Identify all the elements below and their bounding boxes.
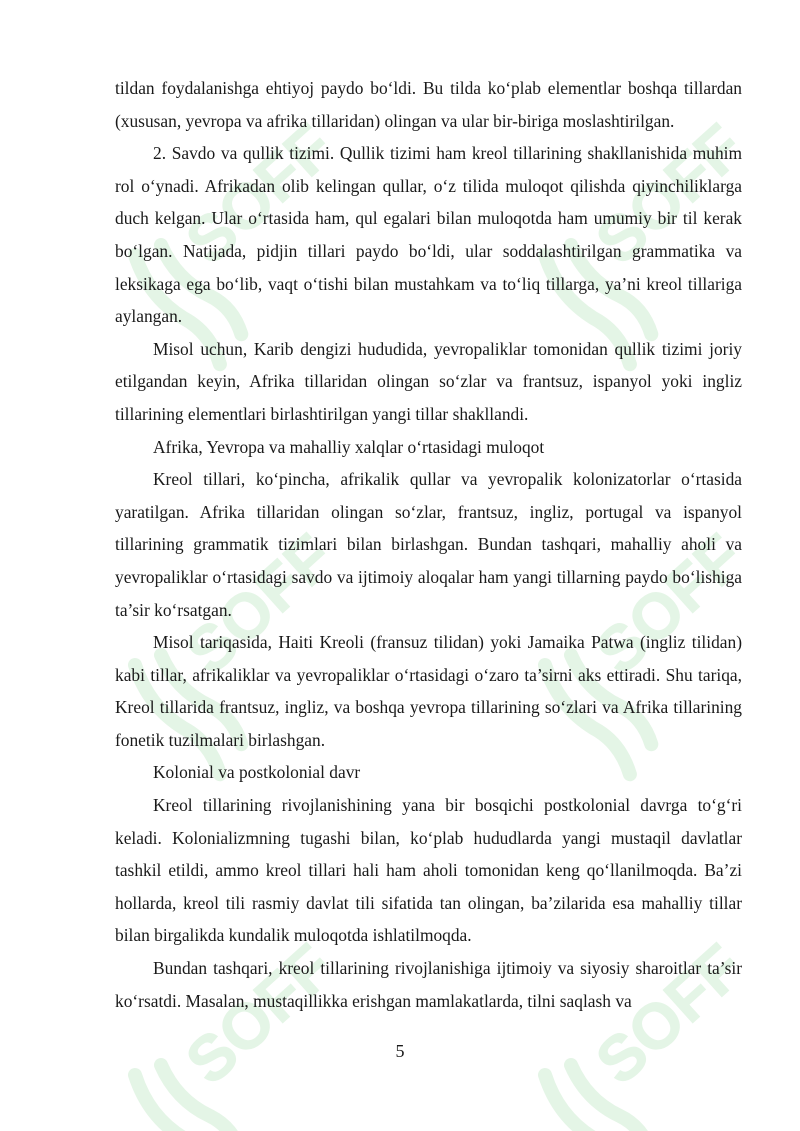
- paragraph-3: Misol uchun, Karib dengizi hududida, yevropaliklar tomonidan qullik tizimi joriy etilgandan keyin, Afrika tillaridan olingan so‘zlar va frantsuz, ispanyol yoki ingliz tillarining elementlari birlashtirilgan yangi tillar shakllandi.: [115, 338, 742, 424]
- paragraph-7: Bundan tashqari, kreol tillarining rivojlanishiga ijtimoiy va siyosiy sharoitlar ta’sir ko‘rsatdi. Masalan, mustaqillikka erishgan mamlakatlarda, tilni saqlash va: [115, 958, 742, 1011]
- paragraph-6: Kreol tillarining rivojlanishining yana bir bosqichi postkolonial davrga to‘g‘ri keladi. Kolonializmning tugashi bilan, ko‘plab hududlarda yangi mustaqil davlatlar tashkil etildi, ammo kreol tillari hali ham aholi tomonidan keng qo‘llanilmoqda. Ba’zi hollarda, kreol tili rasmiy davlat tili sifatida tan olingan, ba’zilarida esa mahalliy tillar bilan birgalikda kundalik muloqotda ishlatilmoqda.: [115, 795, 742, 946]
- page-number: 5: [395, 1041, 405, 1061]
- paragraph-4: Kreol tillari, ko‘pincha, afrikalik qullar va yevropalik kolonizatorlar o‘rtasida yaratilgan. Afrika tillaridan olingan so‘zlar, frantsuz, ingliz, portugal va ispanyol tillarining grammatik tizimlari bilan birlashgan. Bundan tashqari, mahalliy aholi va yevropaliklar o‘rtasidagi savdo va ijtimoiy aloqalar ham yangi tillarning paydo bo‘lishiga ta’sir ko‘rsatgan.: [115, 469, 742, 620]
- watermark: SOFF: [0, 0, 800, 1131]
- paragraph-2: 2. Savdo va qullik tizimi. Qullik tizimi ham kreol tillarining shakllanishida muhim rol o‘ynadi. Afrikadan olib kelingan qullar, o‘z tilida muloqot qilishda qiyinchiliklarga duch kelgan. Ular o‘rtasida ham, qul egalari bilan muloqotda ham umumiy bir til kerak bo‘lgan. Natijada, pidjin tillari paydo bo‘ldi, ular soddalashtirilgan grammatika va leksikaga ega bo‘lib, vaqt o‘tishi bilan mustahkam va to‘liq tillarga, ya’ni kreol tillariga aylangan.: [115, 143, 742, 327]
- section-heading-1: Afrika, Yevropa va mahalliy xalqlar o‘rtasidagi muloqot: [153, 436, 545, 457]
- section-heading-2: Kolonial va postkolonial davr: [153, 762, 361, 783]
- document-body: [115, 72, 742, 1017]
- paragraph-5: Misol tariqasida, Haiti Kreoli (fransuz tilidan) yoki Jamaika Patwa (ingliz tilidan) kabi tillar, afrikaliklar va yevropaliklar o‘rtasidagi o‘zaro ta’sirni aks ettiradi. Shu tariqa, Kreol tillarida frantsuz, ingliz, va boshqa yevropa tillarining so‘zlari va Afrika tillarining fonetik tuzilmalari birlashgan.: [115, 632, 742, 750]
- paragraph-1: tildan foydalanishga ehtiyoj paydo bo‘ldi. Bu tilda ko‘plab elementlar boshqa tillardan (xususan, yevropa va afrika tillaridan) olingan va ular bir-biriga moslashtirilgan.: [115, 78, 742, 131]
